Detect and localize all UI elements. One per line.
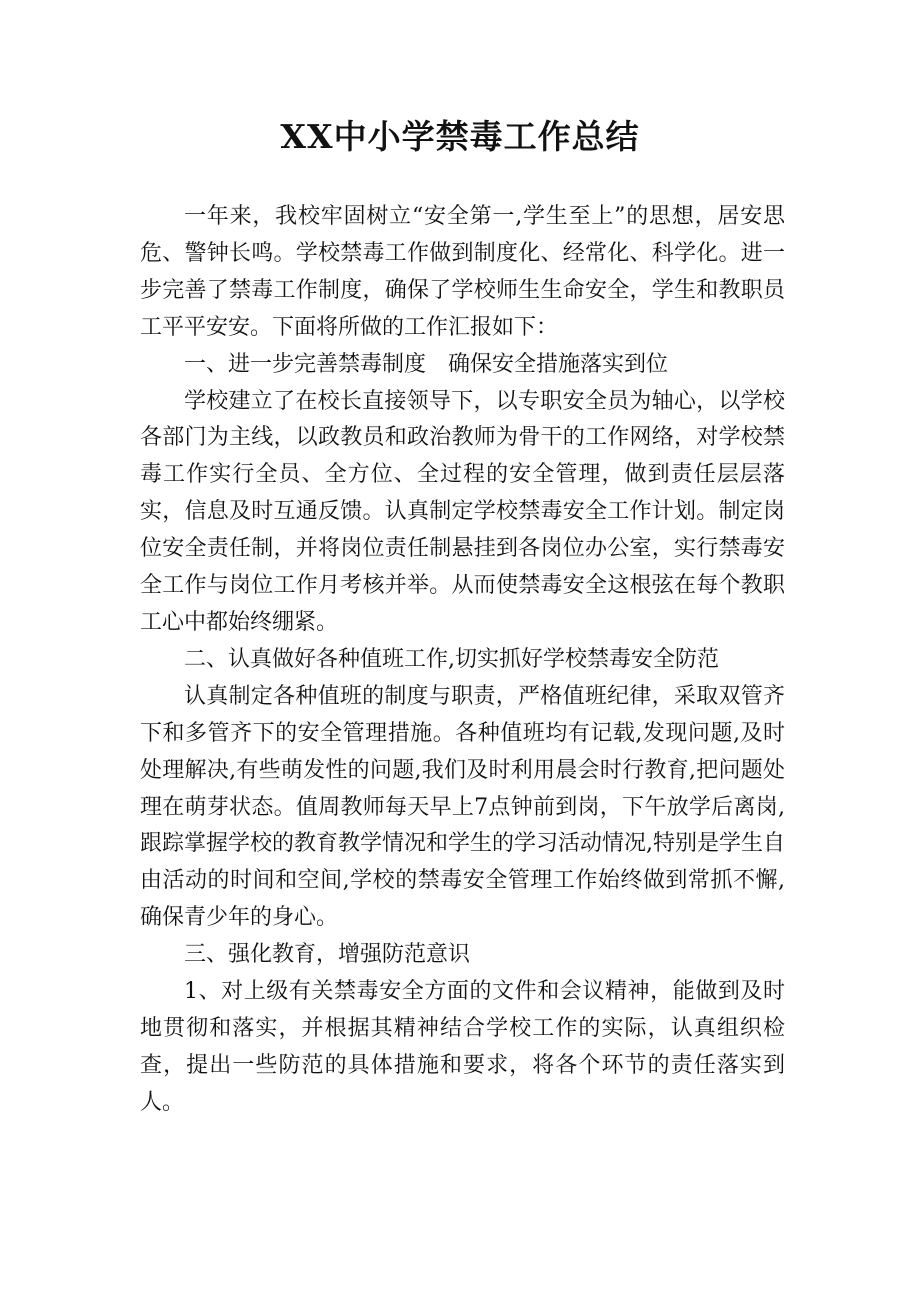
section-heading-2: 二、认真做好各种值班工作,切实抓好学校禁毒安全防范	[184, 646, 719, 672]
document-title: XX中小学禁毒工作总结	[280, 117, 640, 156]
intro-paragraph: 一年来，我校牢固树立“安全第一,学生至上”的思想，居安思危、警钟长鸣。学校禁毒工作做到制度化、经常化、科学化。进一步完善了禁毒工作制度，确保了学校师生生命安全，学生和教职员工平平安安。下面将所做的工作汇报如下：	[140, 204, 785, 340]
section-heading-3: 三、强化教育，增强防范意识	[184, 942, 471, 968]
document-body	[140, 199, 785, 1122]
section-3-paragraph: 1、对上级有关禁毒安全方面的文件和会议精神，能做到及时地贯彻和落实，并根据其精神结合学校工作的实际，认真组织检查，提出一些防范的具体措施和要求，将各个环节的责任落实到人。	[140, 979, 785, 1115]
section-heading-1: 一、进一步完善禁毒制度 确保安全措施落实到位	[184, 351, 669, 377]
section-2-paragraph: 认真制定各种值班的制度与职责，严格值班纪律，采取双管齐下和多管齐下的安全管理措施。各种值班均有记载,发现问题,及时处理解决,有些萌发性的问题,我们及时利用晨会时行教育,把问题处理在萌芽状态。值周教师每天早上7点钟前到岗，下午放学后离岗,跟踪掌握学校的教育教学情况和学生的学习活动情况,特别是学生自由活动的时间和空间,学校的禁毒安全管理工作始终做到常抓不懈,确保青少年的身心。	[140, 683, 785, 931]
section-1-paragraph: 学校建立了在校长直接领导下，以专职安全员为轴心，以学校各部门为主线，以政教员和政治教师为骨干的工作网络，对学校禁毒工作实行全员、全方位、全过程的安全管理，做到责任层层落实，信息及时互通反馈。认真制定学校禁毒安全工作计划。制定岗位安全责任制，并将岗位责任制悬挂到各岗位办公室，实行禁毒安全工作与岗位工作月考核并举。从而使禁毒安全这根弦在每个教职工心中都始终绷紧。	[140, 388, 785, 635]
